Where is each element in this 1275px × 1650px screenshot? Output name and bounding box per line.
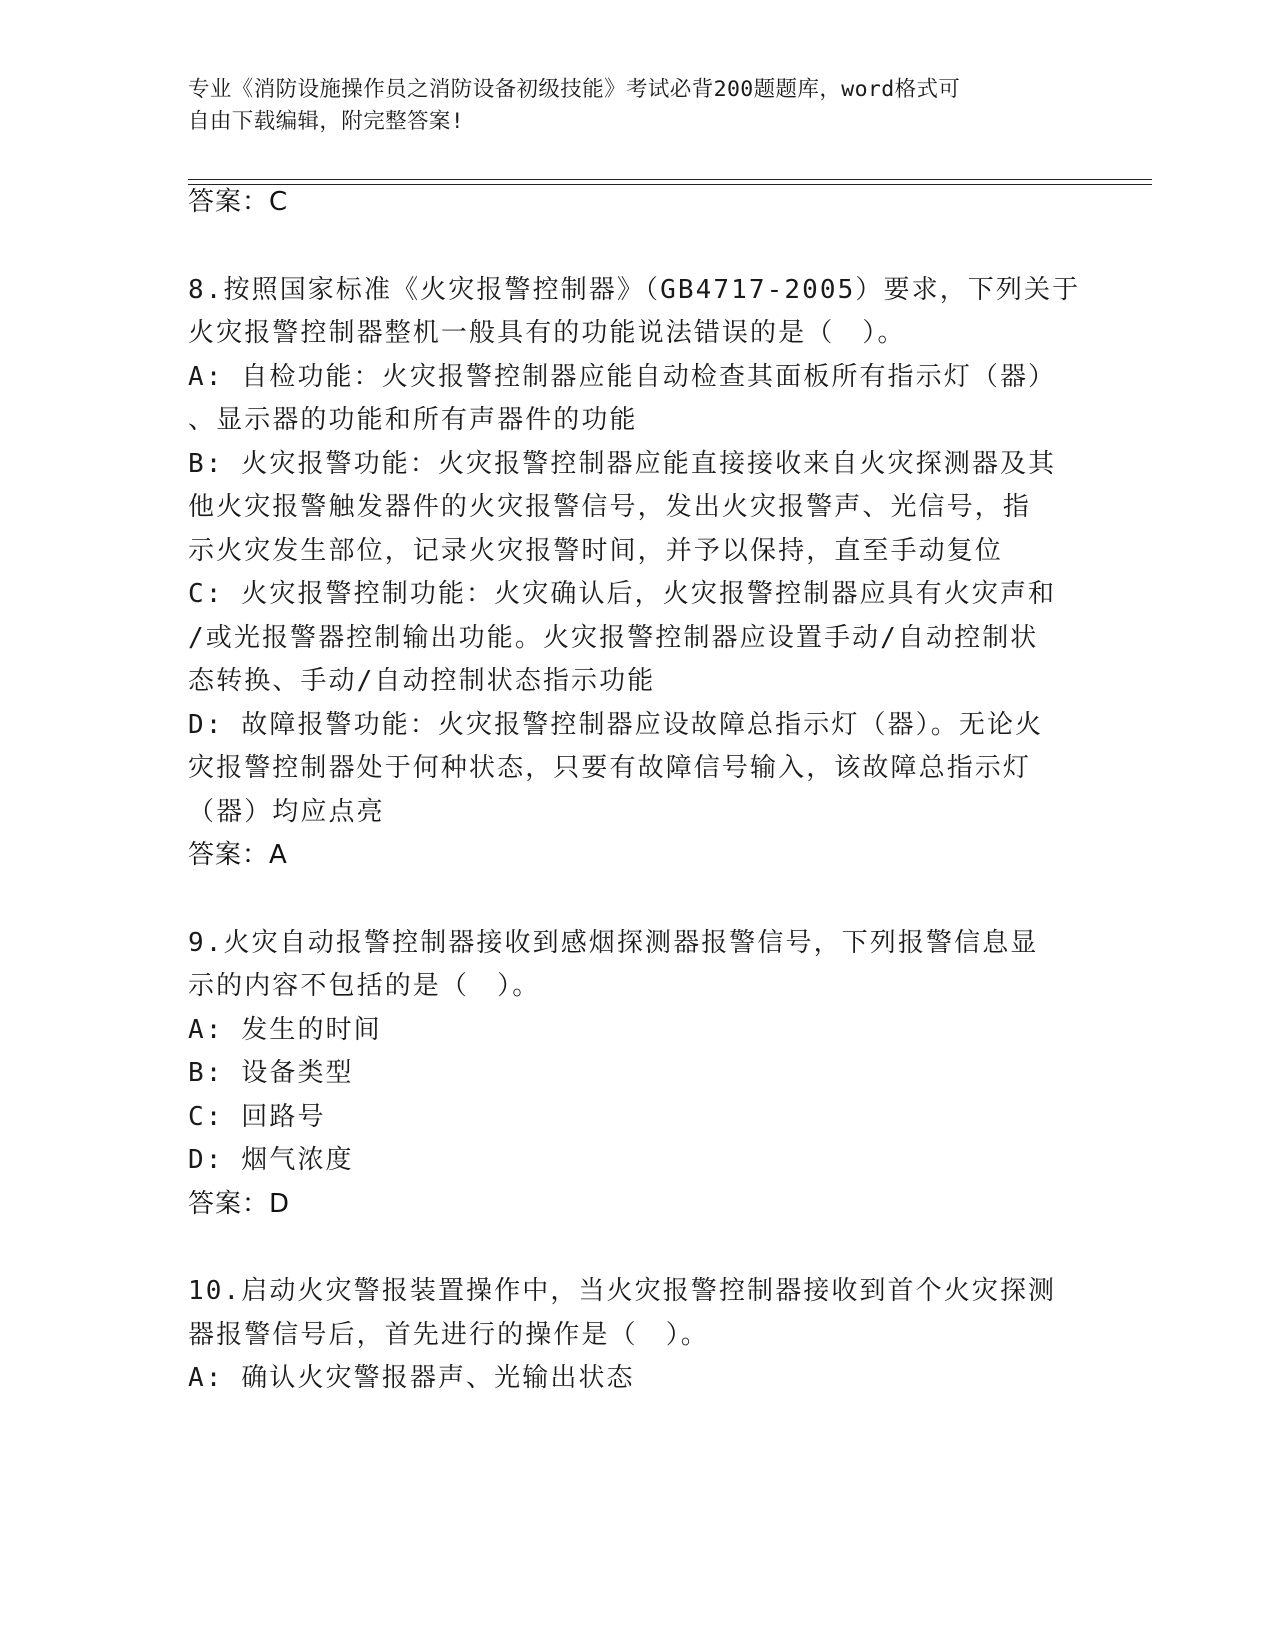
- question-9-stem-line-2: 示的内容不包括的是（ ）。: [188, 971, 541, 1001]
- question-9-stem-line-1: 9.火灾自动报警控制器接收到感烟探测器报警信号，下列报警信息显: [188, 928, 1039, 958]
- header-line-1: 专业《消防设施操作员之消防设备初级技能》考试必背200题题库，word格式可: [188, 77, 961, 102]
- question-9-answer: 答案：D: [188, 1189, 291, 1219]
- header-divider-bottom: [188, 184, 1152, 185]
- question-8-option-b-line-3: 示火灾发生部位，记录火灾报警时间，并予以保持，直至手动复位: [188, 536, 1003, 566]
- question-8-option-b-line-2: 他火灾报警触发器件的火灾报警信号，发出火灾报警声、光信号，指: [188, 492, 1032, 522]
- question-8-stem-line-1: 8.按照国家标准《火灾报警控制器》（GB4717-2005）要求，下列关于: [188, 275, 1081, 305]
- question-10-stem-line-1: 10.启动火灾警报装置操作中，当火灾报警控制器接收到首个火灾探测: [188, 1276, 1057, 1306]
- question-8-option-d-line-2: 灾报警控制器处于何种状态，只要有故障信号输入，该故障总指示灯: [188, 753, 1032, 783]
- question-8-stem-line-2: 火灾报警控制器整机一般具有的功能说法错误的是（ ）。: [188, 318, 906, 348]
- previous-answer: 答案：C: [188, 187, 289, 217]
- question-8-option-d-line-1: D: 故障报警功能：火灾报警控制器应设故障总指示灯（器）。无论火: [188, 710, 1044, 740]
- question-8-option-b-line-1: B: 火灾报警功能：火灾报警控制器应能直接接收来自火灾探测器及其: [188, 449, 1057, 479]
- question-8-option-a-line-1: A: 自检功能：火灾报警控制器应能自动检查其面板所有指示灯（器）: [188, 362, 1057, 392]
- question-9-option-b: B: 设备类型: [188, 1058, 354, 1088]
- question-8-option-c-line-1: C: 火灾报警控制功能：火灾确认后，火灾报警控制器应具有火灾声和: [188, 579, 1057, 609]
- question-8-option-d-line-3: （器）均应点亮: [188, 797, 385, 827]
- header-divider-top: [188, 179, 1152, 180]
- question-10-option-a: A: 确认火灾警报器声、光输出状态: [188, 1363, 635, 1393]
- header-line-2: 自由下载编辑，附完整答案!: [188, 109, 465, 134]
- question-8-option-a-line-2: 、显示器的功能和所有声器件的功能: [188, 405, 638, 435]
- question-9-option-d: D: 烟气浓度: [188, 1145, 354, 1175]
- question-9-option-a: A: 发生的时间: [188, 1015, 382, 1045]
- document-header: [188, 74, 1068, 138]
- question-9-option-c: C: 回路号: [188, 1102, 326, 1132]
- question-8-option-c-line-2: /或光报警器控制输出功能。火灾报警控制器应设置手动/自动控制状: [188, 623, 1039, 653]
- question-10-stem-line-2: 器报警信号后，首先进行的操作是（ ）。: [188, 1320, 709, 1350]
- question-8-option-c-line-3: 态转换、手动/自动控制状态指示功能: [188, 666, 656, 696]
- question-8-answer: 答案：A: [188, 840, 288, 870]
